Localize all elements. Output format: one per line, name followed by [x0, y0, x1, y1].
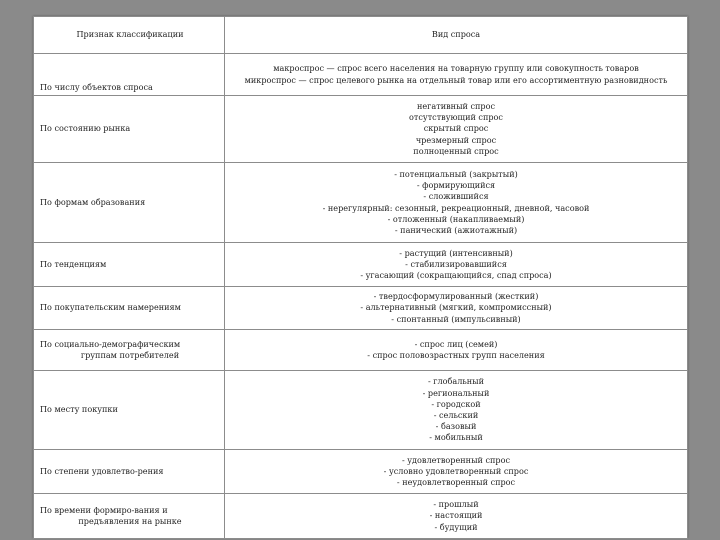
type-item: - спонтанный (импульсивный) — [391, 313, 521, 324]
type-item: - базовый — [435, 421, 477, 432]
type-item: - угасающий (сокращающийся, спад спроса) — [360, 270, 552, 281]
table-row — [34, 371, 688, 450]
table-row — [34, 54, 688, 96]
table-row — [34, 243, 688, 287]
criterion-text: По времени формиро-вания и — [40, 504, 168, 515]
types-cell — [225, 371, 688, 450]
type-item: - сложившийся — [423, 191, 489, 202]
type-item: - условно удовлетворенный спрос — [383, 465, 529, 476]
type-item: скрытый спрос — [423, 123, 489, 134]
criterion-text: По тенденциям — [40, 258, 107, 269]
type-item: - региональный — [422, 387, 490, 398]
header-demand-type: Вид спроса — [225, 17, 688, 54]
type-item: чрезмерный спрос — [415, 134, 497, 145]
types-cell — [225, 450, 688, 494]
types-cell — [225, 163, 688, 243]
criterion-cell — [34, 243, 225, 287]
types-cell — [225, 494, 688, 539]
header-criterion: Признак классификации — [34, 17, 225, 54]
types-cell — [225, 96, 688, 163]
demand-classification-table — [33, 16, 688, 539]
type-item: макроспрос — спрос всего населения на товарную группу или совокупность товаров — [273, 63, 639, 74]
criterion-cell — [34, 54, 225, 96]
table-row — [34, 330, 688, 371]
criterion-text: По степени удовлетво-рения — [40, 465, 164, 476]
types-cell — [225, 243, 688, 287]
table-header-row — [34, 17, 688, 54]
type-item: - спрос лиц (семей) — [414, 338, 498, 349]
table-row — [34, 450, 688, 494]
table-row — [34, 494, 688, 539]
type-item: негативный спрос — [417, 100, 495, 111]
criterion-text: По месту покупки — [40, 404, 118, 415]
criterion-text: По состоянию рынка — [40, 123, 131, 134]
document-sheet — [33, 16, 688, 538]
criterion-text: группам потребителей — [80, 350, 180, 360]
criterion-cell — [34, 96, 225, 163]
type-item: - спрос половозрастных групп населения — [367, 350, 545, 360]
table-row — [34, 163, 688, 243]
type-item: - прошлый — [433, 499, 479, 510]
criterion-text: По числу объектов спроса — [40, 81, 153, 92]
table-row — [34, 96, 688, 163]
type-item: полноценный спрос — [413, 145, 499, 156]
type-item: - отложенный (накапливаемый) — [387, 213, 525, 224]
criterion-cell — [34, 330, 225, 371]
type-item: - будущий — [434, 521, 478, 532]
type-item: - твердосформулированный (жесткий) — [373, 291, 539, 302]
criterion-text: По социально-демографическим — [40, 338, 181, 349]
type-item: - потенциальный (закрытый) — [394, 168, 518, 179]
type-item: - глобальный — [427, 376, 485, 387]
types-cell — [225, 54, 688, 96]
table-row — [34, 287, 688, 330]
type-item: - городской — [431, 398, 481, 409]
type-item: - панический (ажиотажный) — [394, 224, 518, 235]
type-item: - настоящий — [429, 510, 483, 521]
types-cell — [225, 330, 688, 371]
type-item: отсутствующий спрос — [409, 112, 503, 123]
type-item: - формирующийся — [416, 180, 496, 191]
criterion-text: предъявления на рынке — [78, 516, 182, 526]
criterion-cell — [34, 494, 225, 539]
type-item: микроспрос — спрос целевого рынка на отдельный товар или его ассортиментную разновидность — [244, 74, 668, 85]
criterion-cell — [34, 163, 225, 243]
criterion-text: По формам образования — [40, 196, 146, 207]
types-cell — [225, 287, 688, 330]
criterion-cell — [34, 371, 225, 450]
criterion-text: По покупательским намерениям — [40, 302, 181, 313]
type-item: - нерегулярный: сезонный, рекреационный, дневной, часовой — [322, 202, 590, 213]
type-item: - сельский — [433, 410, 479, 420]
type-item: - растущий (интенсивный) — [399, 247, 513, 258]
type-item: - неудовлетворенный спрос — [396, 477, 516, 488]
criterion-cell — [34, 287, 225, 330]
type-item: - стабилизировавшийся — [405, 258, 507, 269]
type-item: - альтернативный (мягкий, компромиссный) — [360, 302, 552, 313]
type-item: - удовлетворенный спрос — [401, 454, 510, 465]
criterion-cell — [34, 450, 225, 494]
type-item: - мобильный — [429, 432, 483, 443]
